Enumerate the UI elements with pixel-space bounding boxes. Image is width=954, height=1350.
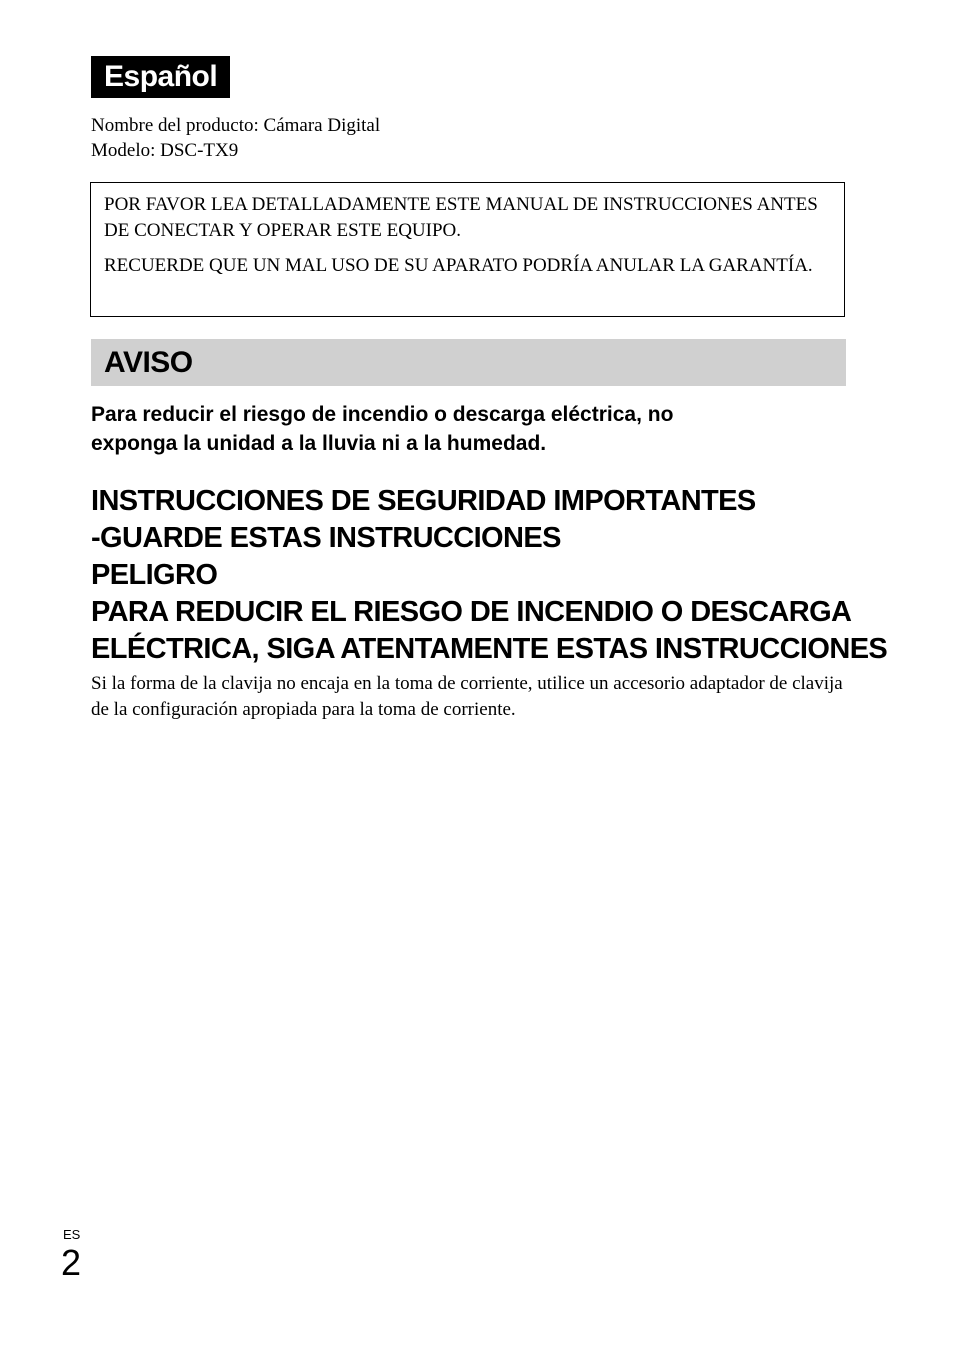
aviso-heading: AVISO [91, 339, 846, 386]
notice-paragraph-warranty: RECUERDE QUE UN MAL USO DE SU APARATO PODRÍA ANULAR LA GARANTÍA. [104, 255, 813, 276]
safety-heading-line: ELÉCTRICA, SIGA ATENTAMENTE ESTAS INSTRUCCIONES [91, 633, 888, 665]
safety-heading-line: INSTRUCCIONES DE SEGURIDAD IMPORTANTES [91, 485, 756, 517]
safety-heading-line: PARA REDUCIR EL RIESGO DE INCENDIO O DESCARGA [91, 596, 852, 628]
product-name: Nombre del producto: Cámara Digital [91, 115, 381, 136]
safety-heading-line: PELIGRO [91, 559, 218, 591]
plug-instructions: Si la forma de la clavija no encaja en la toma de corriente, utilice un accesorio adaptador de clavija de la configuración apropiada para la toma de corriente. [91, 673, 843, 720]
warning-line: Para reducir el riesgo de incendio o descarga eléctrica, no [91, 403, 674, 426]
product-model: Modelo: DSC-TX9 [91, 140, 239, 161]
notice-box [90, 182, 845, 317]
safety-heading [91, 483, 888, 668]
language-tab: Español [91, 56, 230, 98]
safety-heading-line: -GUARDE ESTAS INSTRUCCIONES [91, 522, 561, 554]
notice-paragraph-read-manual: POR FAVOR LEA DETALLADAMENTE ESTE MANUAL DE INSTRUCCIONES ANTES DE CONECTAR Y OPERAR ESTE EQUIPO. [104, 194, 818, 241]
page-number: 2 [61, 1242, 82, 1283]
warning-text [91, 400, 851, 458]
product-info [91, 113, 380, 163]
footer-language-code: ES [63, 1227, 81, 1242]
warning-line: exponga la unidad a la lluvia ni a la humedad. [91, 432, 547, 455]
